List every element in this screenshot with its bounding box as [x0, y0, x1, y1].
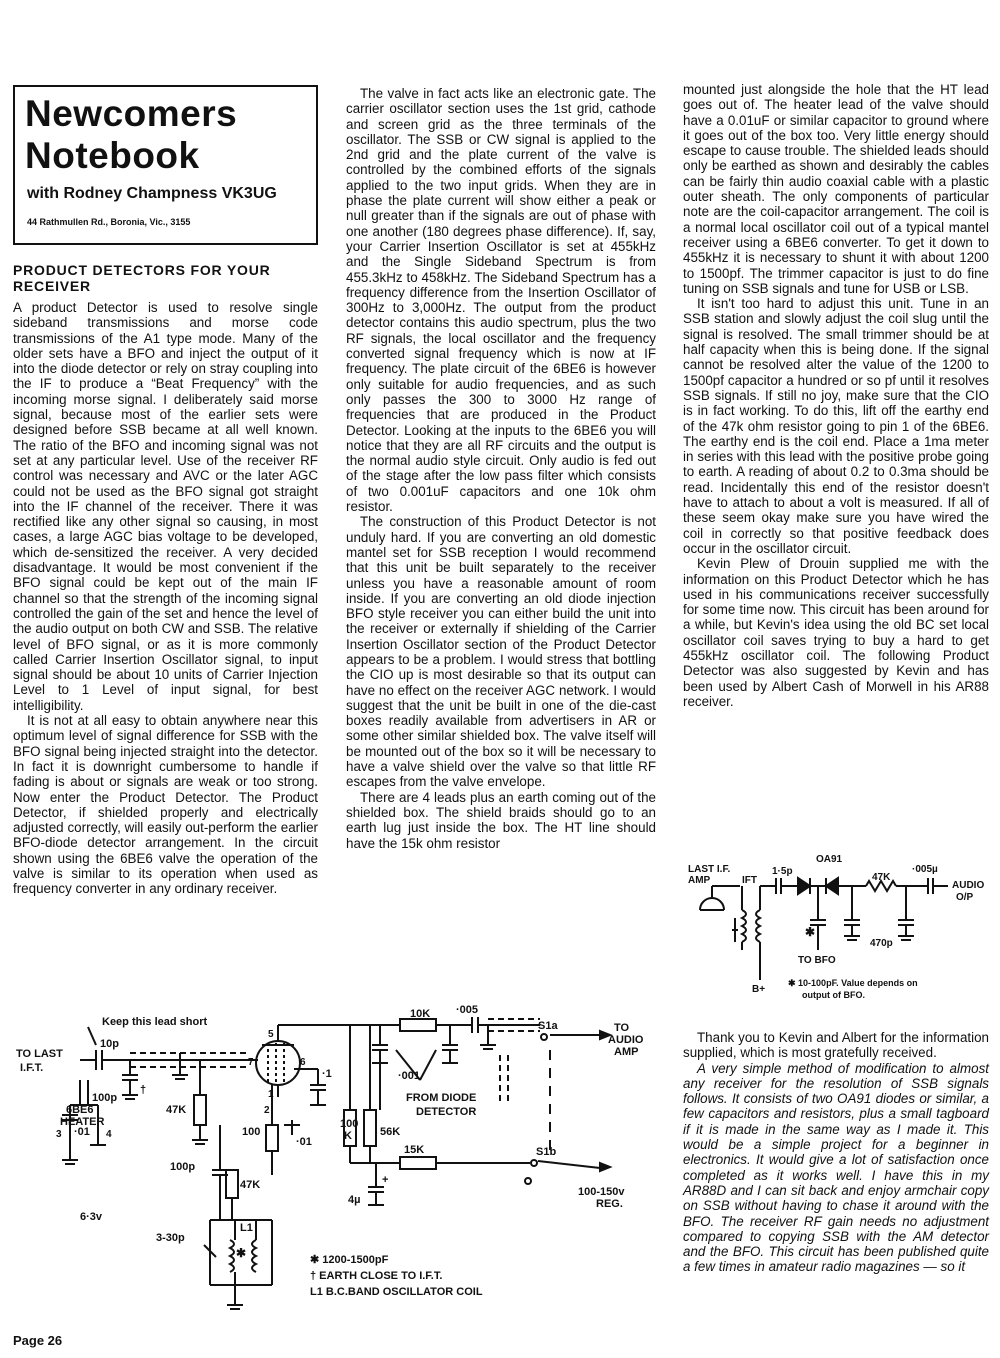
label-heater-6be6: 6BE6 — [66, 1104, 94, 1116]
label-op: O/P — [956, 892, 974, 903]
column-1 — [13, 300, 318, 897]
label-from-diode: FROM DIODE — [406, 1092, 477, 1104]
paragraph: mounted just alongside the hole that the HT lead goes out of. The heater lead of the valve should have a 0.01uF or similar capacitor to ground where it goes out of the box too. Very little energy should escape to cause trouble. The shielded leads should only be earthed as shown and desirably the cables can be fairly thin audio coaxial cable with a plastic outer sheath. The only components of particular note are the coil-capacitor arrangement. The coil is a normal local oscillator coil out of a typical mantel receiver using a 6BE6 converter. To get it down to 455kHz it is necessary to shunt it with about 1200 to 1500pf. The trimmer capacitor is just to do fine tuning on SSB signals and tune for USB or LSB. — [683, 82, 989, 296]
label-10p: 10p — [100, 1038, 119, 1050]
label-15k: 15K — [404, 1144, 425, 1156]
label-cap-1: ·1 — [322, 1068, 332, 1080]
label-47k: 47K — [872, 872, 891, 883]
byline: with Rodney Champness VK3UG — [27, 185, 277, 202]
label-pin3: 3 — [56, 1129, 62, 1140]
label-6-3v: 6·3v — [80, 1211, 103, 1223]
label-star: ✱ — [805, 925, 816, 939]
label-hv: 100-150v — [578, 1186, 625, 1198]
label-amp: AMP — [688, 875, 711, 886]
note-keep-short: Keep this lead short — [102, 1016, 208, 1028]
label-last-if: LAST I.F. — [688, 864, 731, 875]
note-line-2: output of BFO. — [802, 990, 865, 1000]
label-100k-b: K — [344, 1130, 352, 1142]
paragraph: A very simple method of modification to almost any receiver for the resolution of SSB signals follows. It consists of two OA91 diodes or similar, a few capacitors and resistors, plus a small tagboard if it is made in the same way as I made it. This would be a simple project for a beginner in electronics. It would give a lot of satisfaction once completed as it works well. I have this in my AR88D and I can sit back and enjoy armchair copy on SSB without having to chase it around with the BFO. The receiver RF gain needs no adjustment compared to copying SSB with the AM detector and the BFO. This circuit has been published quite a few times in amateur radio magazines — so it — [683, 1060, 989, 1275]
label-oa91: OA91 — [816, 854, 843, 865]
note-line-1: ✱ 10-100pF. Value depends on — [788, 978, 918, 988]
label-56k: 56K — [380, 1126, 401, 1138]
label-to-last: TO LAST — [16, 1048, 63, 1060]
label-to-bfo: TO BFO — [798, 955, 836, 966]
product-detector-schematic — [10, 1005, 675, 1325]
column-title-box — [13, 85, 318, 245]
label-trim: 3-30p — [156, 1232, 185, 1244]
paragraph: A product Detector is used to resolve single sideband transmissions and morse code transmissions of the A1 type mode. Many of the older sets have a BFO and inject the output of it into the diode detector or rely on stray coupling into the IF to produce a “Beat Frequency” with the incoming morse signal. I deliberately said morse signal, because most of the earlier sets were designed before SSB became at all well known. The ratio of the BFO and incoming signal was not set at any particular level. Use of the receiver RF control was necessary and AVC or the later AGC could not be used as the BFO signal got straight into the IF channel of the receiver. There it was rectified like any other signal so causing, in most cases, a large AGC bias voltage to be developed, which de-sensitized the receiver. A very decided disadvantage. It would be most convenient if the BFO signal could be kept out of the main IF channel so that the strength of the incoming signal controlled the gain of the set and hence the level of the audio output on both CW and SSB. The relative level of BFO signal, or as it is more commonly called Carrier Insertion Oscillator signal, to input signal should be about 10 units of Carrier Injection Level to 1 Level of input signal, for best intelligibility. — [13, 300, 318, 713]
label-005u: ·005µ — [912, 864, 938, 875]
page-number: Page 26 — [13, 1333, 63, 1348]
label-100k-a: 100 — [340, 1118, 359, 1130]
label-100p: 100p — [170, 1161, 196, 1173]
label-47k-b: 47K — [240, 1179, 261, 1191]
note-l1: L1 B.C.BAND OSCILLATOR COIL — [310, 1286, 483, 1298]
diode-detector-schematic — [680, 850, 990, 1010]
label-10k: 10K — [410, 1008, 431, 1020]
paragraph: Thank you to Kevin and Albert for the information supplied, which is most gratefully received. — [683, 1030, 989, 1061]
column-3 — [683, 82, 989, 709]
label-audio: AUDIO — [952, 880, 985, 891]
note-dagger: † EARTH CLOSE TO I.F.T. — [310, 1270, 443, 1282]
label-100p-t: 100p — [92, 1092, 118, 1104]
label-plus: + — [382, 1174, 389, 1186]
paragraph: There are 4 leads plus an earth coming out of the shielded box. The shield braids should go to an earth lug just inside the box. The HT line should have the 15k ohm resistor — [346, 789, 656, 851]
label-l1: L1 — [240, 1222, 253, 1234]
label-01-b: ·01 — [296, 1136, 312, 1148]
label-470p: 470p — [870, 938, 893, 949]
label-4u: 4µ — [348, 1194, 361, 1206]
label-dagger: † — [140, 1084, 147, 1096]
label-pin7: 7 — [248, 1057, 254, 1068]
label-heater: HEATER — [60, 1116, 105, 1128]
label-s1a: S1a — [538, 1020, 558, 1032]
label-100: 100 — [242, 1126, 261, 1138]
label-b-plus: B+ — [752, 984, 766, 995]
label-c-1-5p: 1·5p — [772, 866, 793, 877]
label-reg: REG. — [596, 1198, 623, 1210]
column-title — [25, 93, 237, 177]
paragraph: Kevin Plew of Drouin supplied me with the information on this Product Detector which he has used in his communications receiver successfully for some time now. This circuit has been around for a while, but Kevin's idea using the old BC set local oscillator coil saves trying to buy a hard to get 455kHz oscillator coil. The following Product Detector was also suggested by Kevin and has been used by Albert Cash of Morwell in his AR88 receiver. — [683, 556, 989, 709]
label-005: ·005 — [456, 1005, 479, 1016]
author-address: 44 Rathmullen Rd., Boronia, Vic., 3155 — [27, 217, 191, 227]
label-star: ✱ — [236, 1246, 247, 1260]
label-pin1: 1 — [268, 1089, 274, 1100]
section-heading: PRODUCT DETECTORS FOR YOUR RECEIVER — [13, 262, 271, 294]
note-star: ✱ 1200-1500pF — [310, 1254, 389, 1266]
label-audio: AUDIO — [608, 1034, 644, 1046]
column-2 — [346, 86, 656, 851]
title-line-2: Notebook — [25, 135, 200, 176]
paragraph: The valve in fact acts like an electronic gate. The carrier oscillator section uses the 1st grid, cathode and screen grid as the three terminals of the oscillator. The SSB or CW signal is applied to the 2nd grid and the plate current of the valve is controlled by the combined efforts of the signals applied to the two input grids. When they are in phase the plate current will show either a peak or null greater than if the signals are out of phase with one another (180 degrees phase difference). If, say, your Carrier Insertion Oscillator is set at 455kHz and the Single Sideband Spectrum is from 455.3kHz to 458kHz. The Sideband Spectrum has a frequency difference from the Insertion Oscillator of 300Hz to 3,000Hz. The output from the product detector contains this audio spectrum, plus the two RF signals, the local oscillator and the frequency converted signal frequency which is now at IF frequency. The plate circuit of the 6BE6 is however only suitable for audio frequencies, and as such only passes the 300 to 3000 Hz range of frequencies that are produced in the Product Detector. Looking at the inputs to the 6BE6 you will notice that they are all RF circuits and the output is the normal audio style circuit. Only audio is fed out of the stage after the low pass filter which consists of two 0.001uF capacitors and one 10k ohm resistor. — [346, 86, 656, 515]
title-line-1: Newcomers — [25, 93, 238, 134]
label-to: TO — [614, 1022, 630, 1034]
label-pin5: 5 — [268, 1029, 274, 1040]
paragraph: It isn't too hard to adjust this unit. Tune in an SSB station and slowly adjust the coil slug until the signal is resolved. The small trimmer should be at half capacity when this is being done. If the signal cannot be resolved alter the value of the 1200 to 1500pf capacitor a hundred or so pf until it resolves SSB signals. If still no joy, make sure that the CIO is in fact working. To do this, lift off the earthy end of the 47k ohm resistor going to pin 1 of the 6BE6. The earthy end is the coil end. Place a 1ma meter in series with this lead with the positive probe going to earth. A reading of about 0.2 to 0.3ma should be read. Incidentally this end of the resistor doesn't have to attach to about a volt is measured. If all of these seem okay make sure you have wired the coil in correctly so that positive feedback does occur in the oscillator circuit. — [683, 296, 989, 556]
label-s1b: S1b — [536, 1146, 557, 1158]
label-001: ·001 — [398, 1070, 421, 1082]
label-pin6: 6 — [300, 1057, 306, 1068]
label-pin4: 4 — [106, 1129, 112, 1140]
label-47k-a: 47K — [166, 1104, 187, 1116]
paragraph: The construction of this Product Detector is not unduly hard. If you are converting an old domestic mantel set for SSB reception I would recommend that this unit be built separately to the receiver unless you have a reasonable amount of room inside. If you are converting an old diode injection BFO style receiver you can either build the unit into the receiver or externally if shielding of the Carrier Insertion Oscillator section of the Product Detector appears to be a problem. I would stress that bottling the CIO up is most desirable so that its output can have no effect on the receiver AGC network. I would suggest that the unit be built in one of the die-cast boxes readily available from advertisers in AR or some other similar shielded box. The valve itself will be mounted out of the box so it will be necessary to have a valve shield over the valve so that little RF escapes from the valve envelope. — [346, 514, 656, 790]
paragraph: It is not at all easy to obtain anywhere near this optimum level of signal difference for SSB with the BFO signal being injected straight into the detector. In fact it is downright cumbersome to handle if fading is about or signals are weak or too strong. Now enter the Product Detector. The Product Detector, if shielded properly and electrically adjusted correctly, will easily out-perform the earlier BFO-diode detector arrangement. In the circuit shown using the 6BE6 valve the operation of the valve is similar to its operation when used as frequency converter in any ordinary receiver. — [13, 713, 318, 897]
column-3-bottom — [683, 1030, 989, 1275]
label-01-a: ·01 — [74, 1126, 90, 1138]
label-amp: AMP — [614, 1046, 639, 1058]
label-ift: I.F.T. — [20, 1062, 44, 1074]
label-pin2: 2 — [264, 1105, 270, 1116]
label-detector: DETECTOR — [416, 1106, 477, 1118]
label-ift: IFT — [742, 875, 757, 886]
